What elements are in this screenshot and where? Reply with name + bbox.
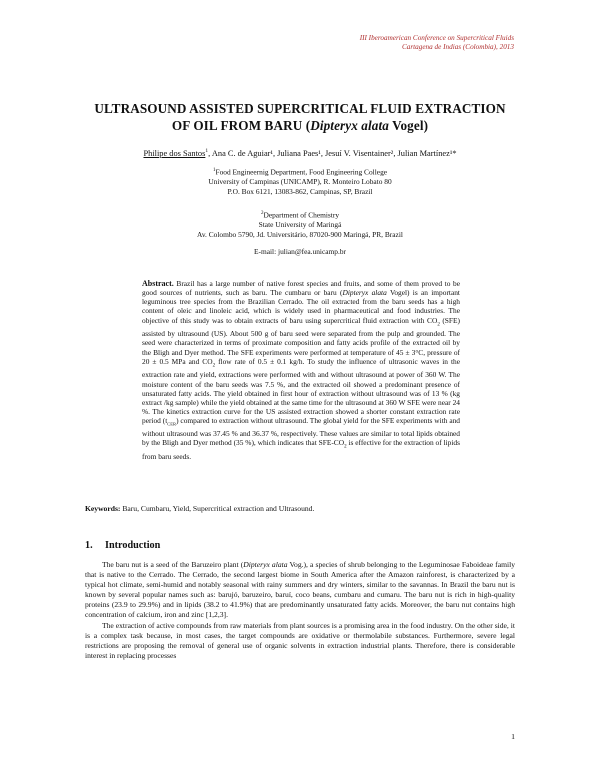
abstract-label: Abstract. — [142, 279, 174, 288]
keywords-label: Keywords: — [85, 504, 121, 513]
intro-species: Dipteryx alata — [243, 560, 288, 569]
keywords-text: Baru, Cumbaru, Yield, Supercritical extraction and Ultrasound. — [120, 504, 315, 513]
title-line-1: ULTRASOUND ASSISTED SUPERCRITICAL FLUID EXTRACTION — [94, 101, 506, 116]
abstract-sub-2: 2 — [212, 363, 216, 369]
affiliation-2-addr: Av. Colombo 5790, Jd. Universitário, 87020-900 Maringá, PR, Brazil — [197, 229, 403, 239]
abstract-sub-3: CER — [167, 421, 177, 427]
affiliation-1 — [60, 166, 540, 196]
abstract-text-1: Brazil has a large number of native forest species and fruits, and some of them proved to be good sources of nutrients, such as baru. The cumbaru or baru ( — [142, 279, 460, 298]
first-author-sup: 1 — [205, 148, 209, 154]
affiliation-2 — [60, 209, 540, 239]
affiliation-1-sup: 1 — [212, 168, 216, 173]
affiliation-1-dept: Food Engineernig Department, Food Engineering College — [215, 167, 388, 177]
title-species: Dipteryx alata — [310, 118, 389, 133]
affiliation-2-sup: 2 — [260, 211, 264, 216]
abstract-sub-4: 2 — [344, 444, 347, 450]
intro-paragraph-2: The extraction of active compounds from raw materials from plant sources is a promising area in the food industry. On the other side, it is a complex task because, in most cases, the target compounds are oxidative or thermolabile substances. Furthermore, severe legal restrictions are proposing the removal of general use of organic solvents in extraction industrial plants. Therefore, there is considerable interest in replacing processes — [85, 620, 515, 660]
abstract-sub-1: 2 — [437, 322, 440, 328]
section-title: Introduction — [105, 540, 161, 551]
title-part-a: OF OIL FROM BARU ( — [171, 118, 311, 133]
title-line-2 — [60, 117, 540, 134]
abstract-text-3: (SFE) assisted by ultrasound (US). About 500 g of baru seed were separated from the pulp and grounded. The seed were characterized in terms of proximate composition and fatty acids profile of the extracted oil by the Bligh and Dyer method. The SFE experiments were performed at temperature of 45 ± 3°C, pressure of 20 ± 0.5 MPa and CO — [142, 315, 460, 366]
abstract — [142, 279, 460, 461]
abstract-species: Dipteryx alata — [342, 288, 387, 298]
intro-p1-a: The baru nut is a seed of the Baruzeiro plant ( — [102, 560, 244, 569]
conference-header — [360, 34, 514, 52]
contact-email: E-mail: julian@fea.unicamp.br — [254, 247, 346, 256]
introduction-body — [85, 560, 515, 661]
affiliation-2-univ: State University of Maringá — [258, 220, 342, 230]
other-authors: , Ana C. de Aguiar¹, Juliana Paes¹, Jesuí V. Visentainer², Julian Martínez¹* — [208, 148, 457, 158]
conference-name: III Iberoamerican Conference on Supercritical Fluids — [359, 34, 514, 42]
keywords — [85, 504, 515, 513]
first-author: Philipe dos Santos — [143, 148, 206, 158]
author-list — [60, 146, 540, 159]
abstract-text-4: flow rate of 0.5 ± 0.1 kg/h. To study the influence of ultrasonic waves in the extraction rate and yield, extractions were performed with and without ultrasound at power of 360 W. The moisture content of the baru seeds was 7.5 %, and the extracted oil showed a predominant presence of unsaturated fatty acids. The yield obtained in first hour of extraction without ultrasound was of 13 % (kg extract /kg sample) while the yield obtained at the same time for the ultrasound at 360 W SFE were near 24 %. The kinetics extraction curve for the US assisted extraction showed a shorter constant extraction rate period (t — [142, 356, 460, 426]
affiliation-1-addr: P.O. Box 6121, 13083-862, Campinas, SP, Brazil — [227, 186, 373, 196]
abstract-text-2: Vogel) is an important leguminous tree species from the Brazilian Cerrado. The oil extracted from the baru seeds has a high content of oleic and linoleic acid, which is widely used in pharmaceutical and food industries. The objective of this study was to obtain extracts of baru using supercritical fluid extraction with CO — [142, 288, 460, 325]
affiliation-2-dept: Department of Chemistry — [263, 210, 340, 220]
conference-location: Cartagena de Indias (Colombia), 2013 — [402, 43, 514, 51]
affiliation-1-univ: University of Campinas (UNICAMP), R. Monteiro Lobato 80 — [208, 177, 392, 187]
page-number: 1 — [511, 732, 515, 741]
section-heading-introduction — [85, 540, 160, 551]
section-number: 1. — [85, 540, 93, 551]
abstract-text-6: is effective for the extraction of lipids from baru seeds. — [142, 437, 460, 461]
paper-title — [60, 100, 540, 134]
abstract-text-5: ) compared to extraction without ultrasound. The global yield for the SFE experiments with and without ultrasound was 37.45 % and 36.37 %, respectively. These values are similar to total lipids obtained by the Bligh and Dyer method (35 %), which indicates that SFE-CO — [142, 416, 461, 447]
intro-p1-b: Vog.), a species of shrub belonging to the Leguminosae Faboideae family that is native to the Cerrado. The Cerrado, the second largest biome in South America after the Amazon rainforest, is characterized by a typical hot climate, semi-humid and notably seasonal with rainy summers and dry winters, similar to the savannas. In Brazil the baru nut is known by several popular names such as: barujó, baruzeiro, baruí, coco beans, cumbaru and cumaru. The baru nut is rich in high-quality proteins (23.9 to 29.9%) and in lipids (38.2 to 41.9%) that are predominantly unsaturated fatty acids. Moreover, the baru nut contains high concentration of calcium, iron and zinc [1,2,3]. — [85, 560, 515, 620]
title-part-b: Vogel) — [388, 118, 429, 133]
intro-paragraph-1 — [85, 560, 515, 621]
